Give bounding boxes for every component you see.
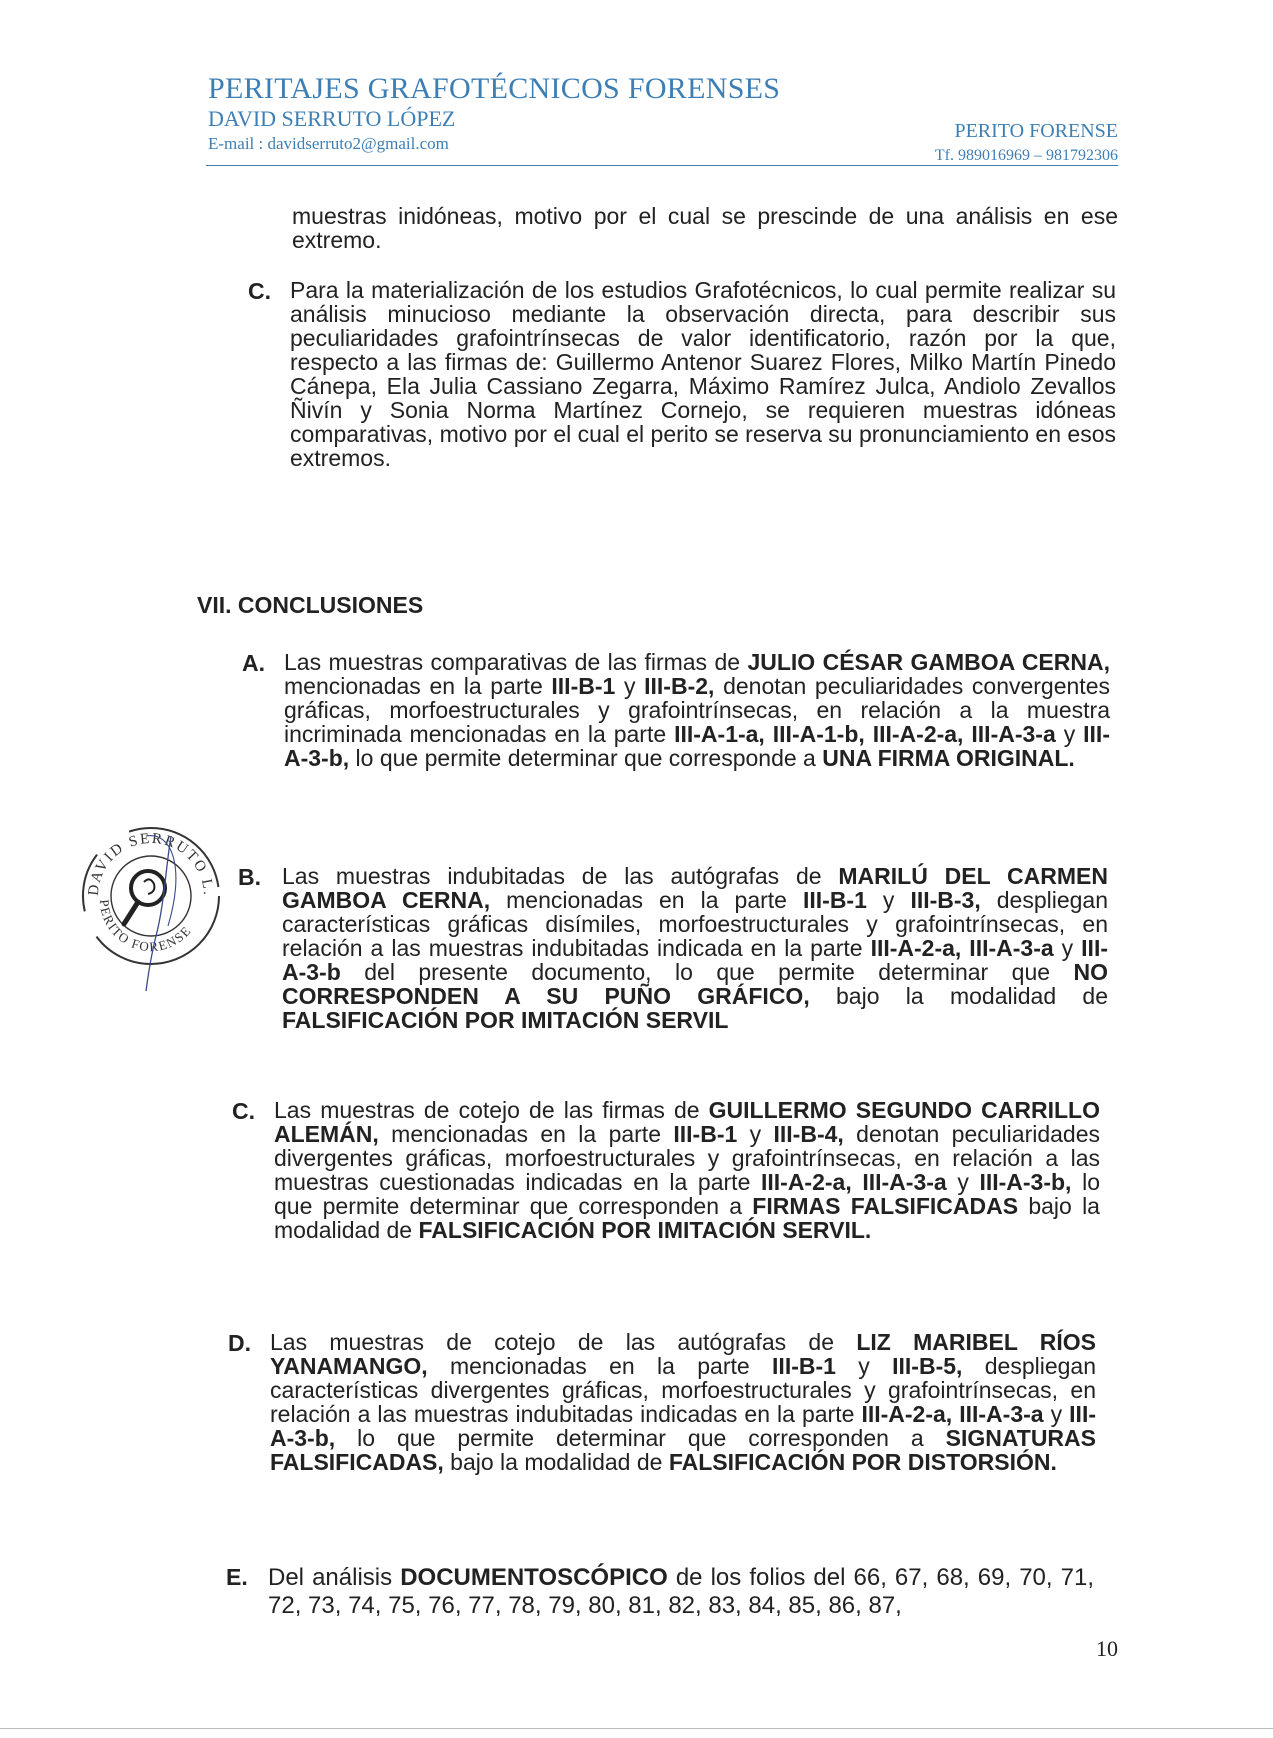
magnifier-icon [131,871,165,905]
item-c-letter: C. [248,278,271,304]
item-c-paragraph: Para la materialización de los estudios Grafotécnicos, lo cual permite realizar su análisis minucioso mediante la observación directa, para describir sus peculiaridades grafointrínsecas de valor identificatorio, razón por la que, respecto a las firmas de: Guillermo Antenor Suarez Flores, Milko Martín Pinedo Cánepa, Ela Julia Cassiano Zegarra, Máximo Ramírez Julca, Andiolo Zevallos Ñivín y Sonia Norma Martínez Cornejo, se requieren muestras idóneas comparativas, motivo por el cual el perito se reserva su pronunciamiento en esos extremos. [290,277,1116,471]
stamp-text-bottom: PERITO FORENSE [96,898,195,955]
letterhead-title: PERITAJES GRAFOTÉCNICOS FORENSES [208,72,781,105]
subject-name: GUILLERMO SEGUNDO CARRILLO ALEMÁN, [274,1097,1100,1147]
subject-name: MARILÚ DEL CARMEN GAMBOA CERNA, [282,863,1109,913]
verdict: NO CORRESPONDEN A SU PUÑO GRÁFICO, [282,959,1108,1009]
letterhead-email: E-mail : davidserruto2@gmail.com [208,134,449,153]
conclusion-d-letter: D. [228,1330,251,1356]
conclusion-a-letter: A. [242,650,265,676]
conclusion-c-paragraph: Las muestras de cotejo de las firmas de GUILLERMO SEGUNDO CARRILLO ALEMÁN, mencionadas en la parte III-B-1 y III-B-4, denotan peculiaridades divergentes gráficas, morfoestructurales y grafointrínsecas, en relación a las muestras cuestionadas indicadas en la parte III-A-2-a, III-A-3-a y III-A-3-b, lo que permite determinar que corresponden a FIRMAS FALSIFICADAS bajo la modalidad de FALSIFICACIÓN POR IMITACIÓN SERVIL. [274,1097,1101,1243]
subject-name: JULIO CÉSAR GAMBOA CERNA, [747,649,1110,675]
notary-stamp [76,806,226,996]
stamp-text-top: DAVID SERRUTO L. [85,830,217,897]
verdict: SIGNATURAS FALSIFICADAS, [270,1425,1096,1475]
conclusion-d-paragraph: Las muestras de cotejo de las autógrafas de LIZ MARIBEL RÍOS YANAMANGO, mencionadas en la parte III-B-1 y III-B-5, despliegan características divergentes gráficas, morfoestructurales y grafointrínsecas, en relación a las muestras indubitadas indicadas en la parte III-A-2-a, III-A-3-a y III-A-3-b, lo que permite determinar que corresponden a SIGNATURAS FALSIFICADAS, bajo la modalidad de FALSIFICACIÓN POR DISTORSIÓN. [270,1329,1097,1475]
bottom-edge-line [0,1728,1273,1729]
conclusion-e-letter: E. [226,1564,248,1590]
conclusion-c-letter: C. [232,1098,255,1124]
subject-name: LIZ MARIBEL RÍOS YANAMANGO, [270,1329,1096,1379]
verdict: UNA FIRMA ORIGINAL. [822,745,1075,771]
page-number: 10 [1096,1636,1118,1661]
signature-stroke [146,836,171,991]
verdict: FIRMAS FALSIFICADAS [752,1193,1019,1219]
letterhead-role: PERITO FORENSE [954,120,1118,142]
conclusion-e-paragraph: Del análisis DOCUMENTOSCÓPICO de los folios del 66, 67, 68, 69, 70, 71, 72, 73, 74, 75, 76, 77, 78, 79, 80, 81, 82, 83, 84, 85, 86, 87, [268,1564,1094,1619]
letterhead-name: DAVID SERRUTO LÓPEZ [208,106,456,131]
continuation-paragraph: muestras inidóneas, motivo por el cual se prescinde de una análisis en ese extremo. [292,203,1118,253]
conclusion-b-letter: B. [238,864,261,890]
section-title: VII. CONCLUSIONES [197,592,424,618]
letterhead-divider [206,165,1118,166]
letterhead-phone: Tf. 989016969 – 981792306 [934,147,1118,164]
conclusion-a-paragraph: Las muestras comparativas de las firmas de JULIO CÉSAR GAMBOA CERNA, mencionadas en la parte III-B-1 y III-B-2, denotan peculiaridades convergentes gráficas, morfoestructurales y grafointrínsecas, en relación a la muestra incriminada mencionadas en la parte III-A-1-a, III-A-1-b, III-A-2-a, III-A-3-a y III-A-3-b, lo que permite determinar que corresponde a UNA FIRMA ORIGINAL. [284,649,1110,771]
conclusion-b-paragraph: Las muestras indubitadas de las autógrafas de MARILÚ DEL CARMEN GAMBOA CERNA, mencionadas en la parte III-B-1 y III-B-3, despliegan características gráficas disímiles, morfoestructurales y grafointrínsecas, en relación a las muestras indubitadas indicada en la parte III-A-2-a, III-A-3-a y III-A-3-b del presente documento, lo que permite determinar que NO CORRESPONDEN A SU PUÑO GRÁFICO, bajo la modalidad de FALSIFICACIÓN POR IMITACIÓN SERVIL [282,863,1109,1033]
